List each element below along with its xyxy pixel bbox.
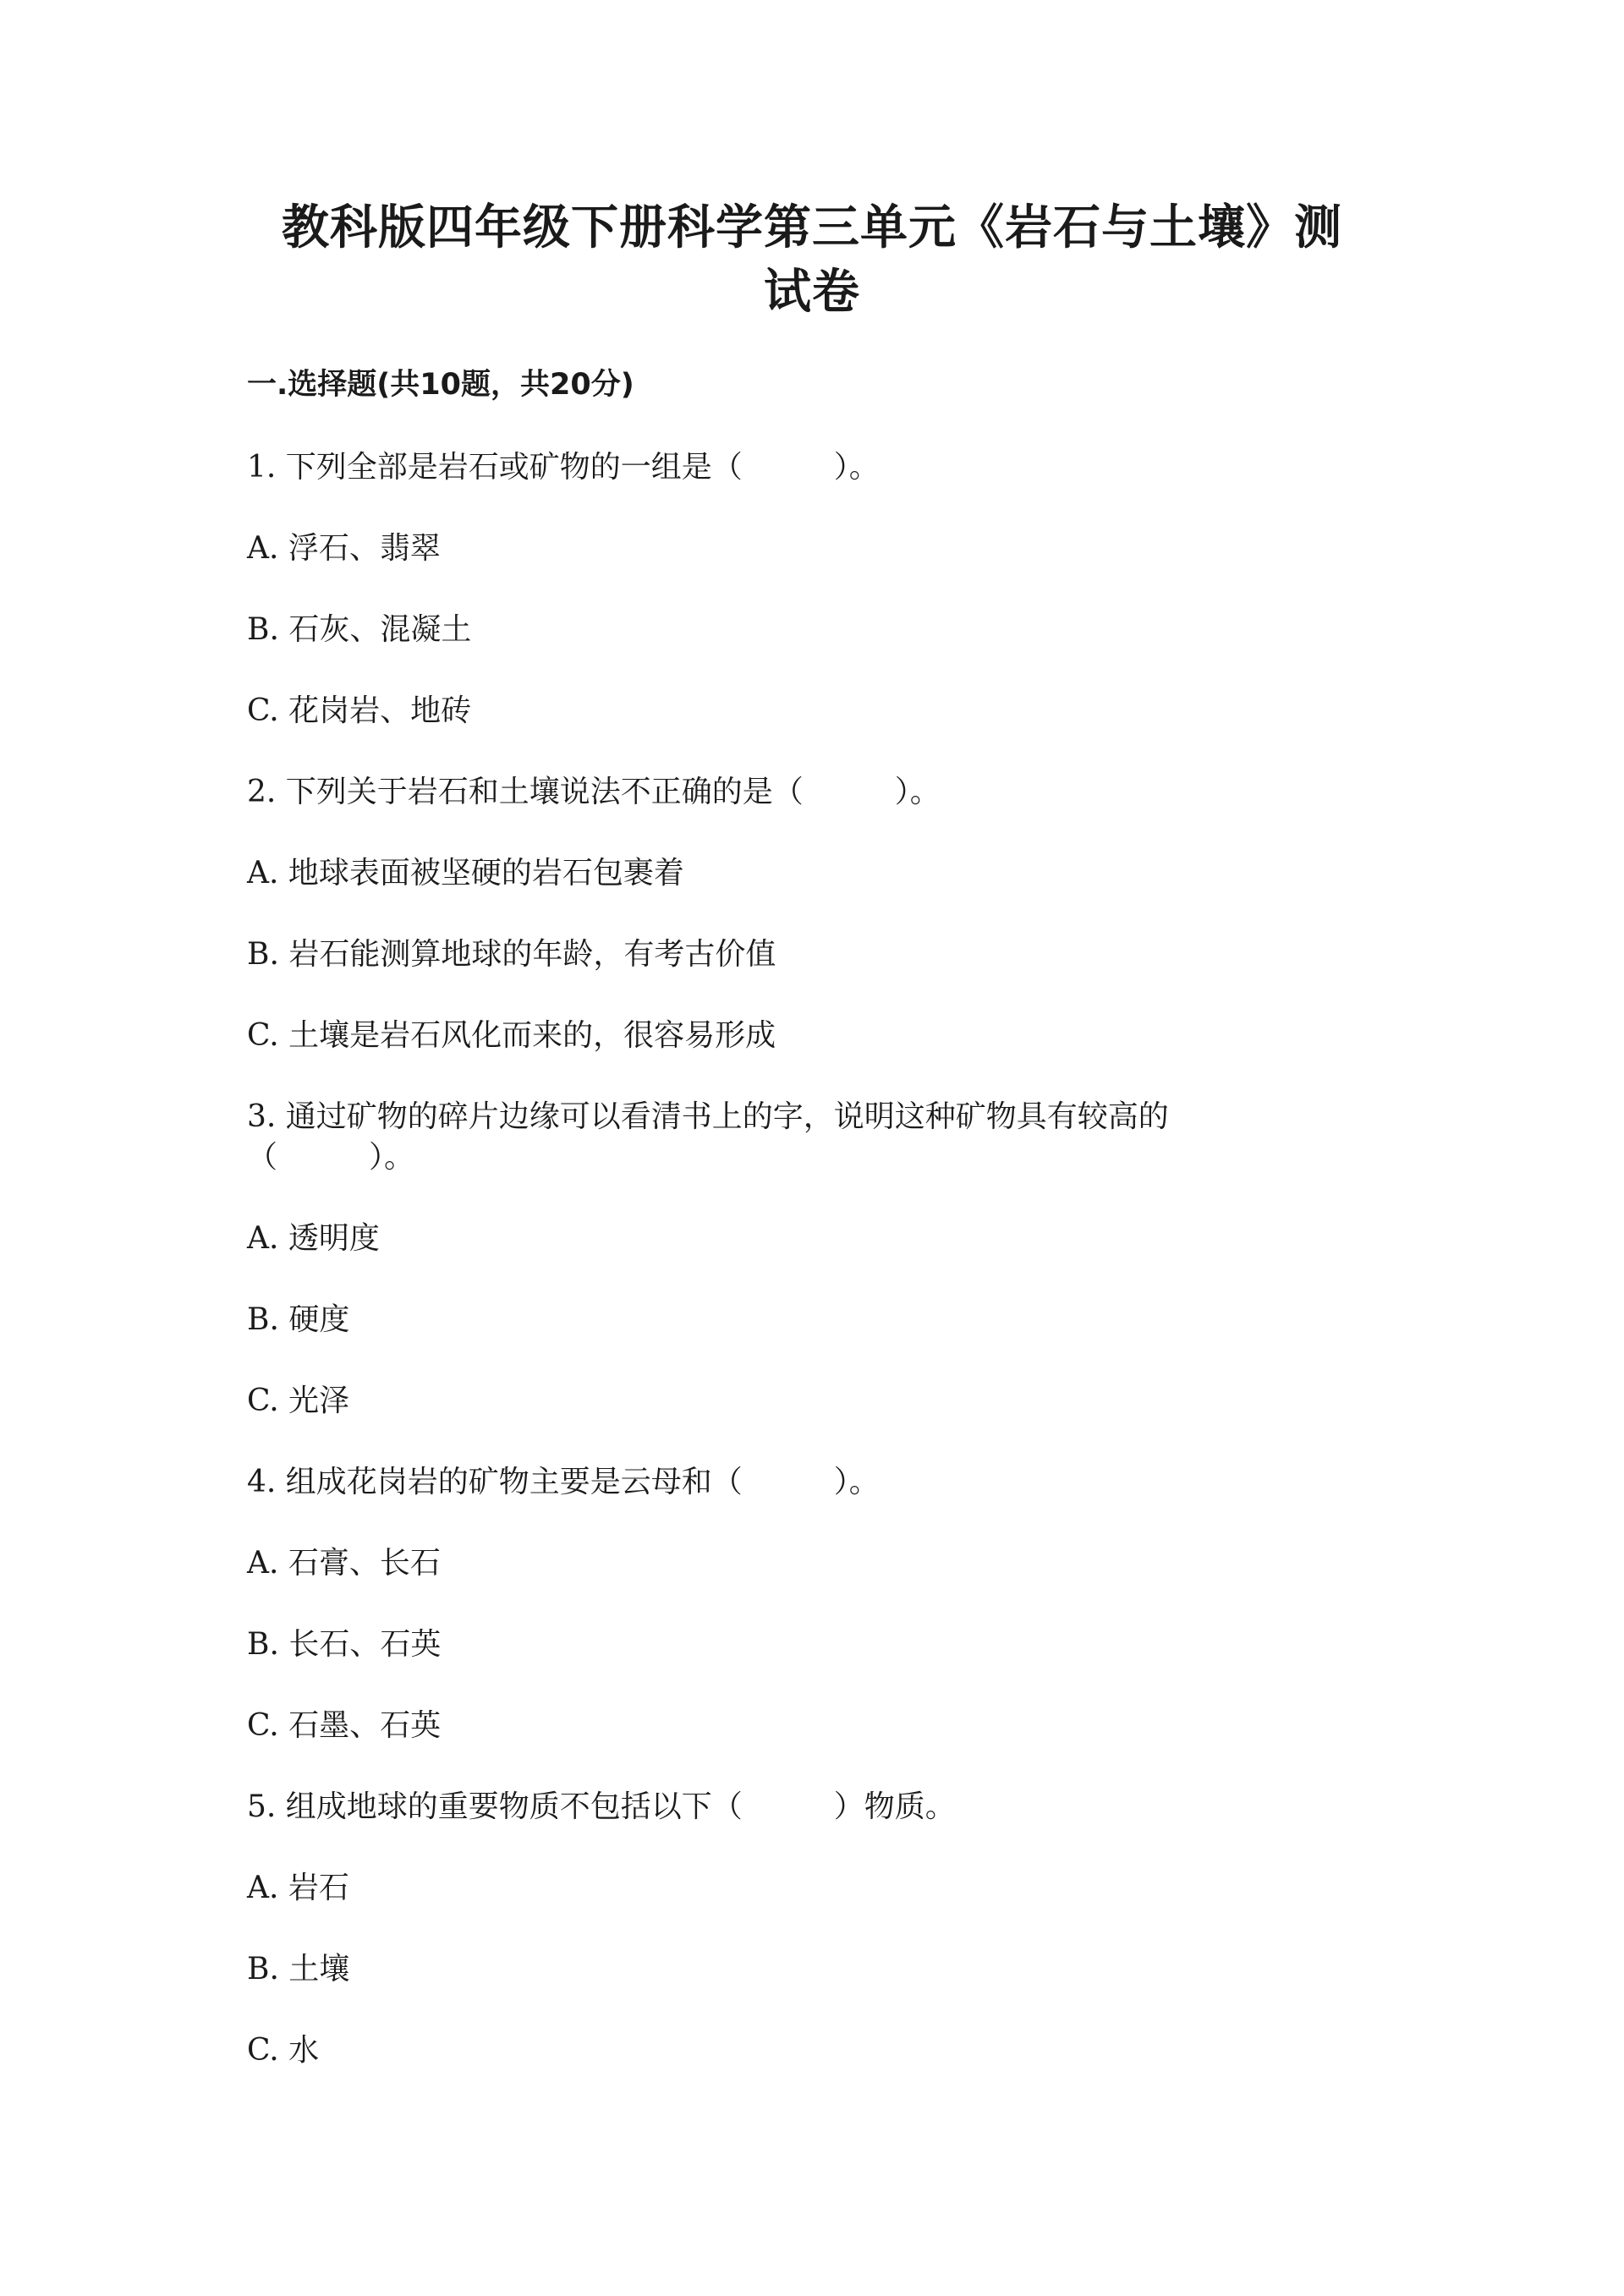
question-3-stem: 3. 通过矿物的碎片边缘可以看清书上的字，说明这种矿物具有较高的 — [247, 1099, 1169, 1134]
question-5-option-a: A. 岩石 — [247, 1871, 349, 1905]
exam-title-line-2: 试卷 — [764, 265, 860, 320]
question-5-option-c: C. 水 — [247, 2033, 320, 2068]
question-3-option-c: C. 光泽 — [247, 1384, 350, 1418]
question-4-option-a: A. 石膏、长石 — [247, 1546, 441, 1581]
exam-title — [220, 196, 1404, 325]
question-2-option-c: C. 土壤是岩石风化而来的，很容易形成 — [247, 1018, 776, 1053]
question-4-stem: 4. 组成花岗岩的矿物主要是云母和（ ）。 — [247, 1465, 880, 1499]
question-1-option-a: A. 浮石、翡翠 — [247, 531, 441, 566]
question-1-option-b: B. 石灰、混凝土 — [247, 612, 472, 647]
question-5-option-b: B. 土壤 — [247, 1952, 350, 1986]
question-5-stem: 5. 组成地球的重要物质不包括以下（ ）物质。 — [247, 1789, 956, 1824]
question-3-stem-continued: （ ）。 — [247, 1140, 415, 1175]
exam-title-line-1: 教科版四年级下册科学第三单元《岩石与土壤》测 — [282, 200, 1342, 255]
question-3-option-b: B. 硬度 — [247, 1302, 350, 1337]
question-3-option-a: A. 透明度 — [247, 1221, 380, 1256]
question-1-stem: 1. 下列全部是岩石或矿物的一组是（ ）。 — [247, 450, 880, 485]
question-4-option-b: B. 长石、石英 — [247, 1627, 442, 1662]
question-4-option-c: C. 石墨、石英 — [247, 1708, 442, 1743]
section-heading: 一.选择题(共10题，共20分) — [247, 368, 634, 402]
question-1-option-c: C. 花岗岩、地砖 — [247, 693, 472, 728]
question-2-option-a: A. 地球表面被坚硬的岩石包裹着 — [247, 856, 684, 890]
question-2-option-b: B. 岩石能测算地球的年龄，有考古价值 — [247, 937, 776, 972]
question-2-stem: 2. 下列关于岩石和土壤说法不正确的是（ ）。 — [247, 775, 941, 809]
